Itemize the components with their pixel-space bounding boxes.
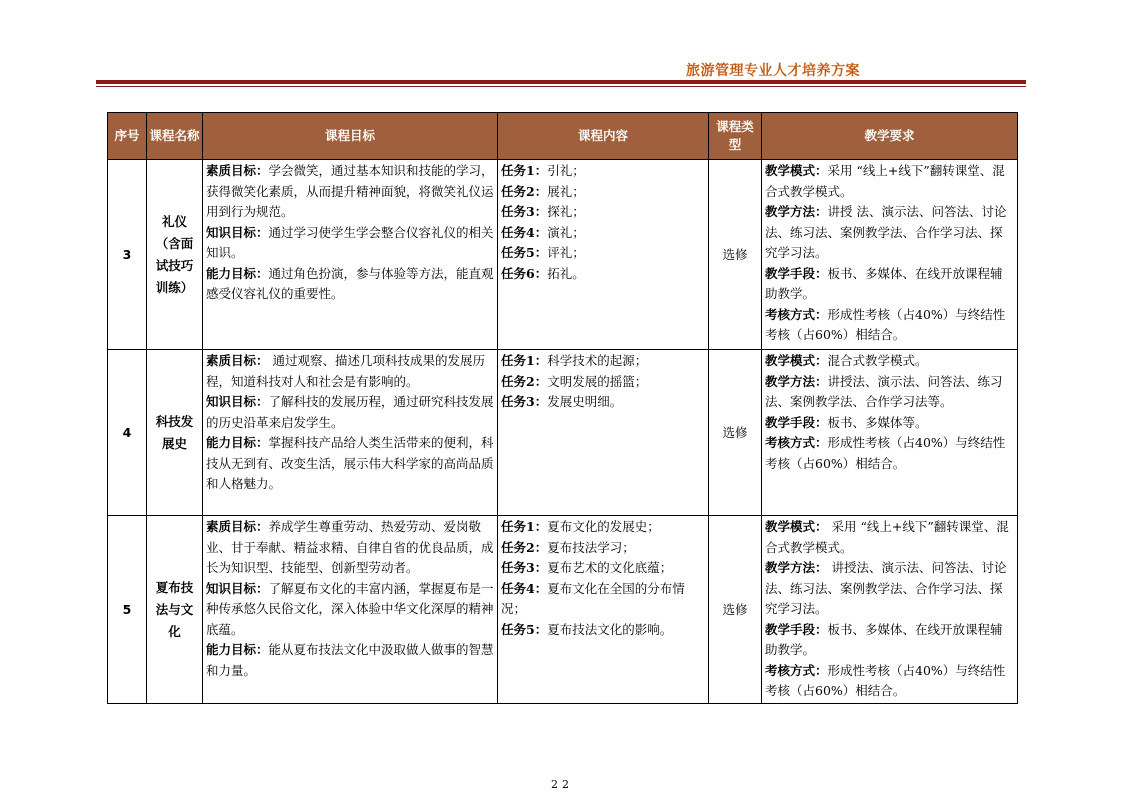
- row-seq: 3: [108, 160, 147, 350]
- goal-text: 通过学习使学生学会整合仪容礼仪的相关知识。: [206, 224, 494, 260]
- header-course-content: 课程内容: [498, 113, 709, 160]
- req-label: 教学手段：: [765, 414, 828, 430]
- header-course-goal: 课程目标: [203, 113, 498, 160]
- row-course-type: 选修: [709, 350, 762, 516]
- task-text: 评礼；: [547, 245, 585, 260]
- task-label: 任务4：: [501, 580, 548, 596]
- task-label: 任务5：: [501, 245, 548, 260]
- req-text: 采用 “线上+线下”翻转课堂、混合式教学模式。: [765, 163, 1005, 199]
- goal-text: 通过观察、描述几项科技成果的发展历程，知道科技对人和社会是有影响的。: [206, 353, 485, 389]
- req-item: [765, 413, 1014, 434]
- req-label: 教学模式：: [765, 163, 828, 178]
- goal-item: [206, 223, 494, 264]
- row-course-type: 选修: [709, 160, 762, 350]
- header-course-name: 课程名称: [147, 113, 203, 160]
- goal-text: 学会微笑，通过基本知识和技能的学习，获得微笑化素质，从而提升精神面貌，将微笑礼仪运用到行为规范。: [206, 163, 494, 219]
- task-text: 发展史明细。: [547, 394, 623, 409]
- task-text: 夏布文化在全国的分布情况；: [501, 580, 685, 616]
- goal-label: 素质目标：: [206, 519, 269, 534]
- row-course-name: 科技发展史: [147, 350, 203, 516]
- document-header-title: 旅游管理专业人才培养方案: [686, 63, 860, 79]
- row-course-name: 礼仪（含面试技巧训练）: [147, 160, 203, 350]
- req-text: 形成性考核（占40%）与终结性考核（占60%）相结合。: [765, 662, 1006, 698]
- table-header-row: [108, 113, 1018, 160]
- task-text: 夏布艺术的文化底蕴；: [547, 560, 673, 575]
- row-tasks: [498, 160, 709, 350]
- goal-label: 素质目标：: [206, 353, 269, 368]
- req-label: 教学方法：: [765, 373, 828, 389]
- task-item: [501, 202, 705, 223]
- req-item: [765, 661, 1014, 702]
- page-number: 22: [551, 778, 573, 791]
- req-label: 教学手段：: [765, 621, 828, 637]
- req-label: 考核方式：: [765, 306, 828, 322]
- task-text: 拓礼。: [547, 265, 585, 281]
- task-label: 任务3：: [501, 204, 548, 219]
- goal-label: 能力目标：: [206, 435, 269, 450]
- row-goals: [203, 160, 498, 350]
- row-requirements: [762, 516, 1018, 704]
- task-item: [501, 351, 705, 372]
- req-text: 讲授法、演示法、问答法、练习法、案例教学法、合作学习法等。: [765, 373, 1003, 409]
- goal-text: 了解科技的发展历程，通过研究科技发展的历史沿革来启发学生。: [206, 394, 494, 430]
- req-text: 混合式教学模式。: [827, 353, 928, 368]
- req-item: [765, 161, 1014, 202]
- goal-text: 掌握科技产品给人类生活带来的便利，科技从无到有、改变生活，展示伟大科学家的高尚品质和人格魅力。: [206, 435, 494, 491]
- goal-label: 能力目标：: [206, 265, 269, 281]
- goal-label: 知识目标：: [206, 224, 269, 240]
- table-row: [108, 516, 1018, 704]
- goal-item: [206, 351, 494, 392]
- goal-item: [206, 392, 494, 433]
- task-item: [501, 392, 705, 413]
- req-label: 教学模式：: [765, 353, 828, 368]
- req-item: [765, 433, 1014, 474]
- task-text: 演礼；: [547, 224, 585, 240]
- task-label: 任务5：: [501, 621, 548, 637]
- task-item: [501, 182, 705, 203]
- goal-item: [206, 517, 494, 579]
- req-item: [765, 372, 1014, 413]
- task-label: 任务1：: [501, 353, 548, 368]
- req-item: [765, 558, 1014, 620]
- goal-item: [206, 579, 494, 641]
- task-item: [501, 223, 705, 244]
- task-item: [501, 161, 705, 182]
- task-item: [501, 579, 705, 620]
- task-item: [501, 517, 705, 538]
- task-text: 科学技术的起源；: [547, 353, 648, 368]
- req-text: 讲授法、演示法、问答法、讨论法、练习法、案例教学法、合作学习法、探究学习法。: [765, 560, 1007, 616]
- goal-text: 能从夏布技法文化中汲取做人做事的智慧和力量。: [206, 642, 494, 678]
- row-tasks: [498, 350, 709, 516]
- req-text: 形成性考核（占40%）与终结性考核（占60%）相结合。: [765, 435, 1006, 471]
- row-tasks: [498, 516, 709, 704]
- req-label: 教学模式：: [765, 519, 828, 534]
- table-row: [108, 160, 1018, 350]
- task-text: 探礼；: [547, 204, 585, 219]
- task-label: 任务1：: [501, 163, 548, 178]
- goal-label: 知识目标：: [206, 580, 269, 596]
- row-course-name: 夏布技法与文化: [147, 516, 203, 704]
- task-item: [501, 620, 705, 641]
- req-item: [765, 620, 1014, 661]
- task-item: [501, 372, 705, 393]
- req-label: 教学方法：: [765, 560, 828, 575]
- goal-item: [206, 433, 494, 495]
- req-text: 形成性考核（占40%）与终结性考核（占60%）相结合。: [765, 306, 1006, 342]
- task-label: 任务3：: [501, 394, 548, 409]
- req-text: 板书、多媒体等。: [827, 414, 928, 430]
- row-requirements: [762, 350, 1018, 516]
- task-text: 展礼；: [547, 183, 585, 199]
- req-item: [765, 264, 1014, 305]
- task-item: [501, 243, 705, 264]
- goal-text: 养成学生尊重劳动、热爱劳动、爱岗敬业、甘于奉献、精益求精、自律自省的优良品质，成长为知识型、技能型、创新型劳动者。: [206, 519, 494, 575]
- req-label: 教学手段：: [765, 265, 828, 281]
- course-table: [107, 112, 1018, 704]
- req-label: 考核方式：: [765, 662, 828, 678]
- goal-item: [206, 640, 494, 681]
- goal-label: 素质目标：: [206, 163, 269, 178]
- table-row: [108, 350, 1018, 516]
- req-text: 板书、多媒体、在线开放课程辅助教学。: [765, 265, 1003, 301]
- task-item: [501, 538, 705, 559]
- row-goals: [203, 350, 498, 516]
- task-item: [501, 558, 705, 579]
- task-label: 任务2：: [501, 183, 548, 199]
- req-label: 教学方法：: [765, 204, 828, 219]
- req-item: [765, 305, 1014, 346]
- row-seq: 5: [108, 516, 147, 704]
- goal-label: 知识目标：: [206, 394, 269, 409]
- row-seq: 4: [108, 350, 147, 516]
- goal-text: 了解夏布文化的丰富内涵，掌握夏布是一种传承悠久民俗文化，深入体验中华文化深厚的精神底蕴。: [206, 580, 494, 637]
- task-text: 夏布文化的发展史；: [547, 519, 660, 534]
- goal-item: [206, 161, 494, 223]
- task-text: 夏布技法学习；: [547, 539, 635, 555]
- row-requirements: [762, 160, 1018, 350]
- header-seq: 序号: [108, 113, 147, 160]
- header-course-type: 课程类型: [709, 113, 762, 160]
- req-text: 板书、多媒体、在线开放课程辅助教学。: [765, 621, 1003, 657]
- req-text: 讲授 法、演示法、问答法、讨论法、练习法、案例教学法、合作学习法、探究学习法。: [765, 204, 1007, 260]
- req-item: [765, 517, 1014, 558]
- goal-item: [206, 264, 494, 305]
- req-item: [765, 351, 1014, 372]
- task-label: 任务2：: [501, 373, 548, 389]
- task-item: [501, 264, 705, 285]
- goal-label: 能力目标：: [206, 642, 269, 657]
- task-text: 引礼；: [547, 163, 585, 178]
- task-label: 任务2：: [501, 539, 548, 555]
- task-label: 任务4：: [501, 224, 548, 240]
- task-label: 任务3：: [501, 560, 548, 575]
- goal-text: 通过角色扮演，参与体验等方法，能直观感受仪容礼仪的重要性。: [206, 265, 494, 301]
- task-text: 夏布技法文化的影响。: [547, 621, 673, 637]
- row-goals: [203, 516, 498, 704]
- req-label: 考核方式：: [765, 435, 828, 450]
- req-text: 采用 “线上+线下”翻转课堂、混合式教学模式。: [765, 519, 1009, 555]
- header-rule-thick: [96, 80, 1026, 84]
- task-label: 任务1：: [501, 519, 548, 534]
- row-course-type: 选修: [709, 516, 762, 704]
- req-item: [765, 202, 1014, 264]
- task-label: 任务6：: [501, 265, 548, 281]
- task-text: 文明发展的摇篮；: [547, 373, 648, 389]
- header-teaching-req: 教学要求: [762, 113, 1018, 160]
- header-rule-thin: [96, 86, 1026, 87]
